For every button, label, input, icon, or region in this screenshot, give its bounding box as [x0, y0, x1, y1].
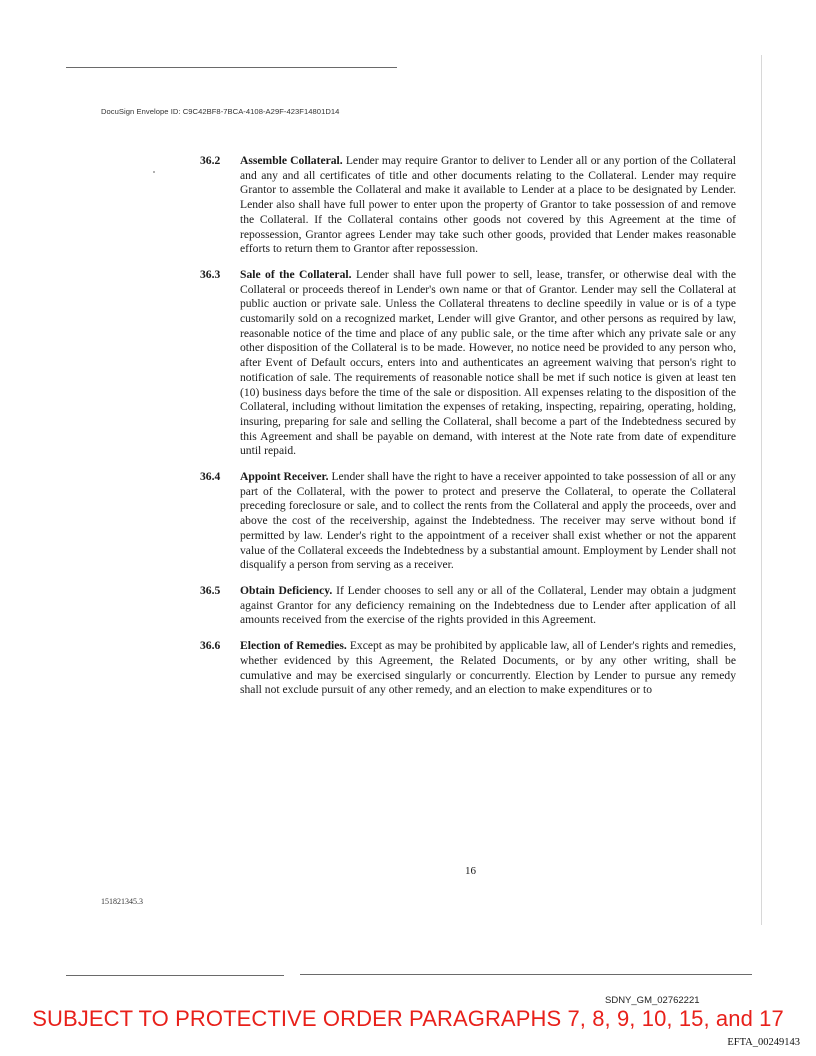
section-36-6: [200, 639, 736, 698]
scan-speck: [153, 171, 155, 173]
page-number: 16: [465, 865, 476, 877]
document-id: 151821345.3: [101, 897, 143, 906]
section-heading: Appoint Receiver.: [240, 470, 329, 484]
section-36-5: [200, 584, 736, 628]
top-scan-rule: [66, 67, 397, 68]
section-heading: Sale of the Collateral.: [240, 267, 352, 281]
bottom-scan-rule-left: [66, 975, 284, 976]
section-number: 36.6: [200, 639, 221, 653]
right-scan-edge: [761, 55, 762, 925]
efta-number: EFTA_00249143: [727, 1037, 800, 1048]
section-number: 36.4: [200, 470, 221, 484]
section-paragraph: [240, 268, 736, 459]
document-body: [200, 154, 736, 709]
section-number: 36.2: [200, 154, 221, 167]
section-number: 36.3: [200, 267, 221, 281]
section-text: Except as may be prohibited by applicable law, all of Lender's rights and remedies, whether evidenced by this Agreement, the Related Documents, or by any other writing, shall be cumulative and may be exercised singularly or concurrently. Election by Lender to pursue any remedy shall not exclude pursuit of any other remedy, and an election to make expenditures or to: [240, 639, 736, 697]
section-text: Lender shall have the right to have a receiver appointed to take possession of all or any part of the Collateral, with the power to protect and preserve the Collateral, to operate the Collateral preceding foreclosure or sale, and to collect the rents from the Collateral and apply the proceeds, over and above the cost of the receivership, against the Indebtedness. The receiver may serve without bond if permitted by law. Lender's right to the appointment of a receiver shall exist whether or not the apparent value of the Collateral exceeds the Indebtedness by a substantial amount. Employment by Lender shall not disqualify a person from serving as a receiver.: [240, 470, 736, 572]
section-heading: Obtain Deficiency.: [240, 583, 333, 597]
docusign-envelope-id: DocuSign Envelope ID: C9C42BF8-7BCA-4108-A29F-423F14801D14: [101, 107, 340, 116]
section-paragraph: [240, 154, 736, 257]
section-number: 36.5: [200, 583, 221, 597]
section-36-3: [200, 268, 736, 459]
protective-order-notice: SUBJECT TO PROTECTIVE ORDER PARAGRAPHS 7, 8, 9, 10, 15, and 17: [32, 1006, 784, 1031]
section-paragraph: [240, 470, 736, 573]
section-heading: Assemble Collateral.: [240, 154, 343, 167]
section-36-4: [200, 470, 736, 573]
section-text: Lender may require Grantor to deliver to Lender all or any portion of the Collateral and any and all certificates of title and other documents relating to the Collateral. Lender may require Grantor to assemble the Collateral and make it available to Lender at a place to be designated by Lender. Lender also shall have full power to enter upon the property of Grantor to take possession of and remove the Collateral. If the Collateral contains other goods not covered by this Agreement at the time of repossession, Grantor agrees Lender may take such other goods, provided that Lender makes reasonable efforts to return them to Grantor after repossession.: [240, 154, 736, 256]
bates-number: SDNY_GM_02762221: [605, 995, 700, 1006]
section-heading: Election of Remedies.: [240, 639, 347, 653]
section-text: Lender shall have full power to sell, lease, transfer, or otherwise deal with the Collateral or proceeds thereof in Lender's own name or that of Grantor. Lender may sell the Collateral at public auction or private sale. Unless the Collateral threatens to decline speedily in value or is of a type customarily sold on a recognized market, Lender will give Grantor, and other persons as required by law, reasonable notice of the time and place of any public sale, or the time after which any private sale or any other disposition of the Collateral is to be made. However, no notice need be provided to any person who, after Event of Default occurs, enters into and authenticates an agreement waiving that person's right to notification of sale. The requirements of reasonable notice shall be met if such notice is given at least ten (10) business days before the time of the sale or disposition. All expenses relating to the disposition of the Collateral, including without limitation the expenses of retaking, inspecting, repairing, operating, holding, insuring, preparing for sale and selling the Collateral, shall become a part of the Indebtedness secured by this Agreement and shall be payable on demand, with interest at the Note rate from date of expenditure until repaid.: [240, 267, 736, 458]
section-paragraph: [240, 584, 736, 628]
section-text: If Lender chooses to sell any or all of the Collateral, Lender may obtain a judgment against Grantor for any deficiency remaining on the Indebtedness due to Lender after application of all amounts received from the exercise of the rights provided in this Agreement.: [240, 583, 736, 627]
section-36-2: [200, 154, 736, 257]
section-paragraph: [240, 639, 736, 698]
bottom-scan-rule-right: [300, 974, 752, 975]
